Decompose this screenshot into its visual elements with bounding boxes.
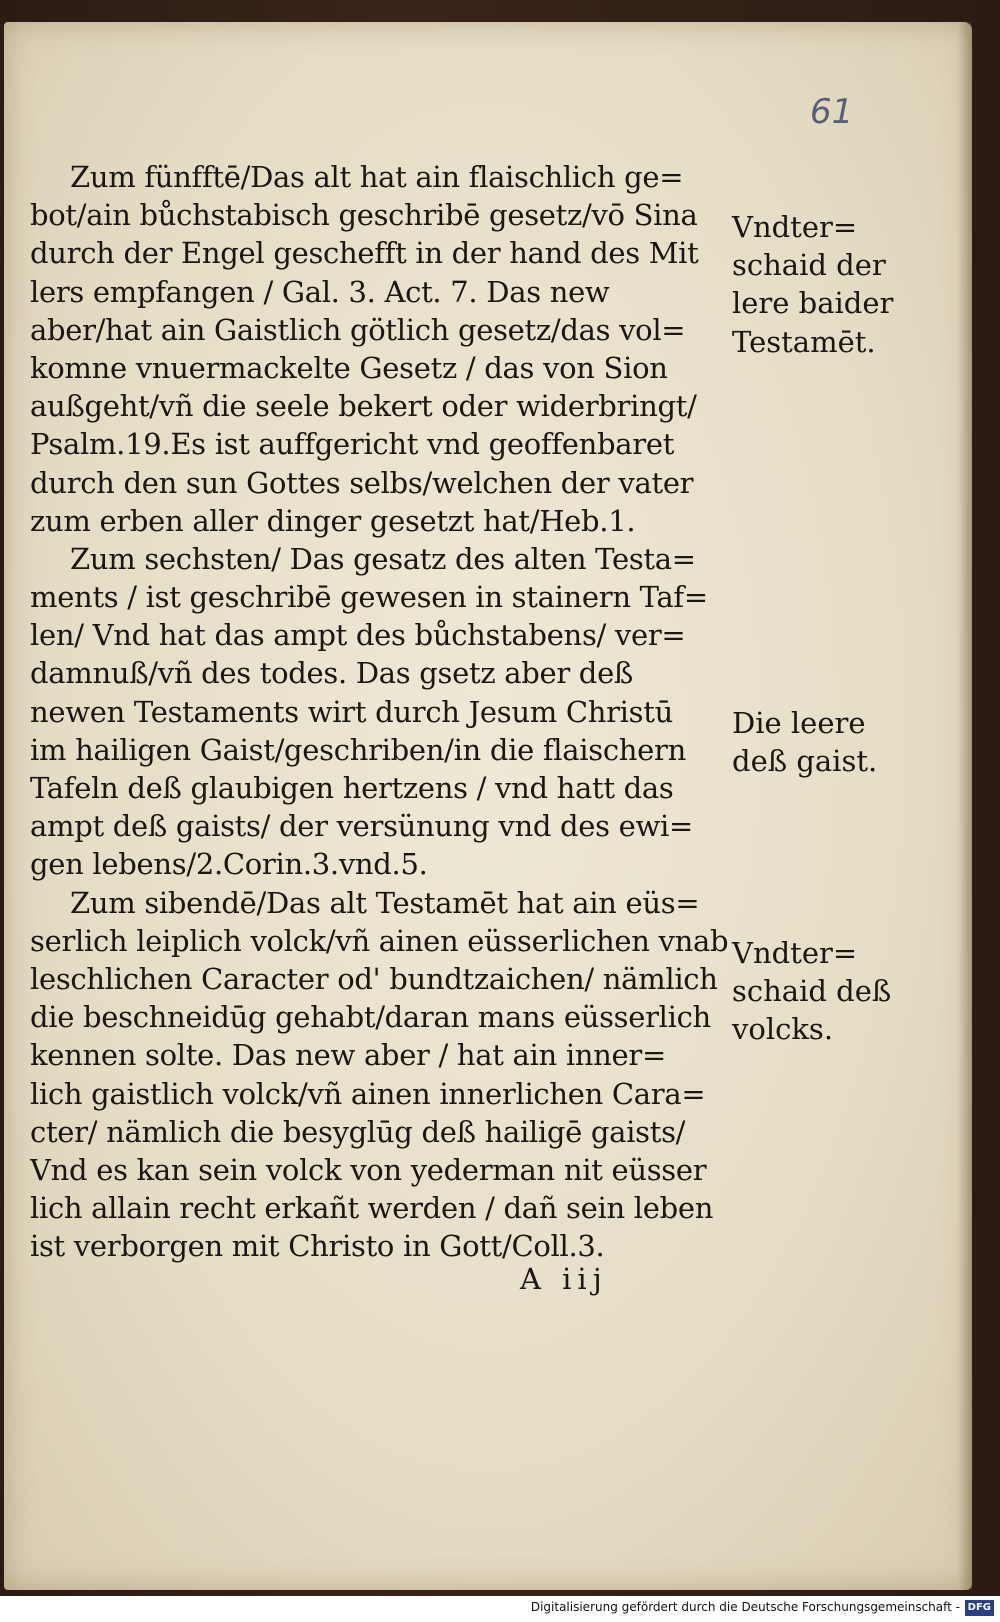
- text-line: Zum sibendē/Das alt Testamēt hat ain eüs=: [70, 885, 700, 920]
- page-edge-shadow: [958, 22, 972, 1590]
- text-line: im hailigen Gaist/geschriben/in die flaischern: [30, 732, 686, 767]
- folio-number: 61: [810, 92, 854, 132]
- text-line: Zum sechsten/ Das gesatz des alten Testa=: [70, 541, 696, 576]
- marginal-line: volcks.: [732, 1012, 834, 1047]
- marginal-line: Vndter=: [732, 210, 858, 244]
- text-line: newen Testaments wirt durch Jesum Christū: [30, 694, 673, 729]
- text-line: Zum fünfftē/Das alt hat ain flaischlich ge=: [70, 160, 684, 194]
- text-line: ist verborgen mit Christo in Gott/Coll.3.: [30, 1229, 605, 1264]
- dfg-logo: DFG: [965, 1600, 994, 1616]
- marginal-line: Die leere: [732, 706, 866, 740]
- text-line: zum erben aller dinger gesetzt hat/Heb.1.: [30, 503, 636, 538]
- text-line: lers empfangen / Gal. 3. Act. 7. Das new: [30, 274, 610, 309]
- text-line: lich gaistlich volck/vñ ainen innerlichen Cara=: [30, 1076, 706, 1111]
- text-line: Tafeln deß glaubigen hertzens / vnd hatt das: [30, 771, 674, 805]
- marginal-line: schaid der: [732, 248, 886, 283]
- text-line: Psalm.19.Es ist auffgericht vnd geoffenbaret: [30, 427, 675, 462]
- footer-credit: Digitalisierung gefördert durch die Deutsche Forschungsgemeinschaft -: [530, 1600, 960, 1614]
- text-line: len/ Vnd hat das ampt des bůchstabens/ ver=: [30, 618, 686, 653]
- main-text-block: [30, 158, 730, 1265]
- text-line: lich allain recht erkañt werden / dañ sein leben: [30, 1191, 714, 1226]
- marginal-note-2: [732, 704, 932, 780]
- marginal-line: schaid deß: [732, 974, 892, 1009]
- text-line: durch der Engel geschefft in der hand des Mit: [30, 236, 699, 271]
- text-line: die beschneidūg gehabt/daran mans eüsserlich: [30, 1000, 711, 1035]
- text-line: serlich leiplich volck/vñ ainen eüsserlichen vnab: [30, 923, 729, 958]
- marginal-line: Testamēt.: [732, 324, 876, 359]
- marginal-line: lere baider: [732, 286, 894, 321]
- text-line: außgeht/vñ die seele bekert oder widerbringt/: [30, 389, 697, 424]
- footer-bar: [0, 1596, 1000, 1622]
- text-line: Vnd es kan sein volck von yederman nit eüsser: [30, 1152, 707, 1187]
- text-line: ments / ist geschribē gewesen in stainern Taf=: [30, 580, 708, 615]
- marginal-line: Vndter=: [732, 936, 858, 970]
- text-line: ampt deß gaists/ der versünung vnd des ewi=: [30, 809, 693, 844]
- text-line: damnuß/vñ des todes. Das gsetz aber deß: [30, 656, 634, 691]
- marginal-note-1: [732, 208, 932, 361]
- text-line: kennen solte. Das new aber / hat ain inner=: [30, 1038, 666, 1073]
- marginal-line: deß gaist.: [732, 744, 878, 779]
- text-line: leschlichen Caracter od' bundtzaichen/ nämlich: [30, 961, 718, 996]
- text-line: bot/ain bůchstabisch geschribē gesetz/vō Sina: [30, 198, 698, 233]
- marginal-note-3: [732, 934, 932, 1049]
- signature-mark: A iij: [520, 1262, 608, 1296]
- text-line: komne vnuermackelte Gesetz / das von Sion: [30, 350, 668, 385]
- text-line: aber/hat ain Gaistlich götlich gesetz/das vol=: [30, 312, 686, 347]
- text-line: gen lebens/2.Corin.3.vnd.5.: [30, 847, 428, 882]
- text-line: durch den sun Gottes selbs/welchen der vater: [30, 465, 694, 500]
- text-line: cter/ nämlich die besyglūg deß hailigē gaists/: [30, 1114, 686, 1149]
